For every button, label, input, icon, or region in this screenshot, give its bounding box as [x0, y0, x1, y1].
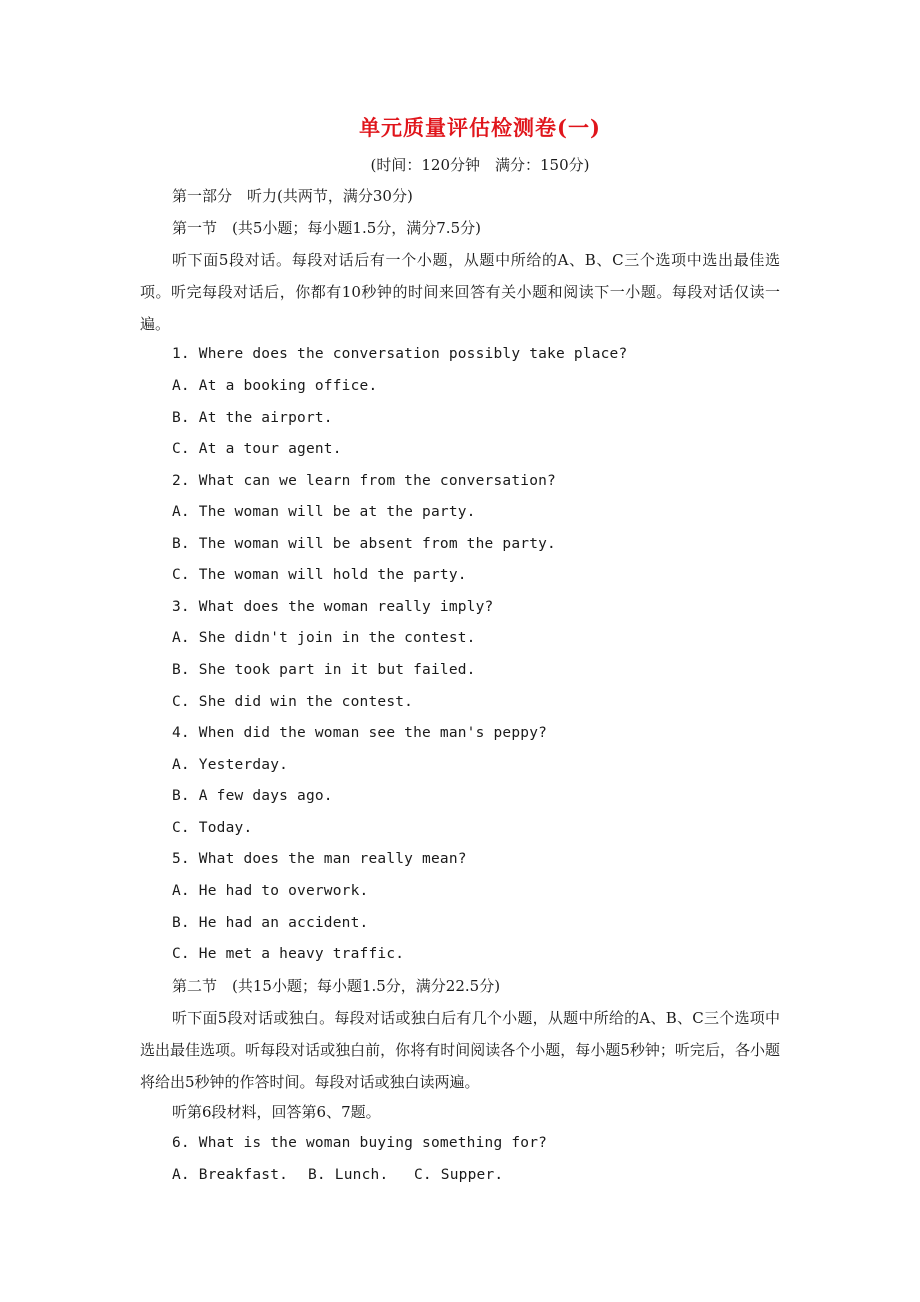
question-4-option-a: A. Yesterday. [172, 757, 289, 773]
exam-title: 单元质量评估检测卷(一) [359, 115, 601, 140]
section1-instructions: 听下面5段对话。每段对话后有一个小题，从题中所给的A、B、C三个选项中选出最佳选项。听完每段对话后，你都有10秒钟的时间来回答有关小题和阅读下一小题。每段对话仅读一遍。 [140, 251, 780, 333]
question-5-option-c: C. He met a heavy traffic. [172, 946, 405, 962]
question-2-stem: 2. What can we learn from the conversation? [172, 473, 556, 489]
question-6-option-c: C. Supper. [414, 1167, 504, 1183]
question-5-stem: 5. What does the man really mean? [172, 851, 467, 867]
question-3-option-a: A. She didn't join in the contest. [172, 630, 476, 646]
question-3-stem: 3. What does the woman really imply? [172, 599, 494, 615]
question-4-option-c: C. Today. [172, 820, 253, 836]
question-1-stem: 1. Where does the conversation possibly take place? [172, 346, 628, 362]
question-5-option-b: B. He had an accident. [172, 915, 369, 931]
question-1-option-b: B. At the airport. [172, 410, 333, 426]
question-2-option-a: A. The woman will be at the party. [172, 504, 476, 520]
question-3-option-b: B. She took part in it but failed. [172, 662, 476, 678]
question-2-option-b: B. The woman will be absent from the party. [172, 536, 556, 552]
material6-heading: 听第6段材料，回答第6、7题。 [172, 1103, 381, 1121]
section2-instructions: 听下面5段对话或独白。每段对话或独白后有几个小题，从题中所给的A、B、C三个选项中选出最佳选项。听每段对话或独白前，你将有时间阅读各个小题，每小题5秒钟；听完后，各小题将给出5秒钟的作答时间。每段对话或独白读两遍。 [140, 1009, 780, 1091]
question-1-option-c: C. At a tour agent. [172, 441, 342, 457]
question-6-option-a: A. Breakfast. [172, 1167, 289, 1183]
question-3-option-c: C. She did win the contest. [172, 694, 414, 710]
question-4-option-b: B. A few days ago. [172, 788, 333, 804]
question-5-option-a: A. He had to overwork. [172, 883, 369, 899]
question-2-option-c: C. The woman will hold the party. [172, 567, 467, 583]
question-4-stem: 4. When did the woman see the man's peppy? [172, 725, 548, 741]
question-6-option-b: B. Lunch. [308, 1167, 389, 1183]
exam-subtitle: (时间：120分钟 满分：150分) [370, 156, 590, 174]
section1-heading: 第一节 (共5小题；每小题1.5分，满分7.5分) [172, 219, 481, 237]
section2-heading: 第二节 (共15小题；每小题1.5分，满分22.5分) [172, 977, 501, 995]
question-1-option-a: A. At a booking office. [172, 378, 378, 394]
part1-heading: 第一部分 听力(共两节，满分30分) [172, 187, 413, 205]
question-6-stem: 6. What is the woman buying something for? [172, 1135, 548, 1151]
